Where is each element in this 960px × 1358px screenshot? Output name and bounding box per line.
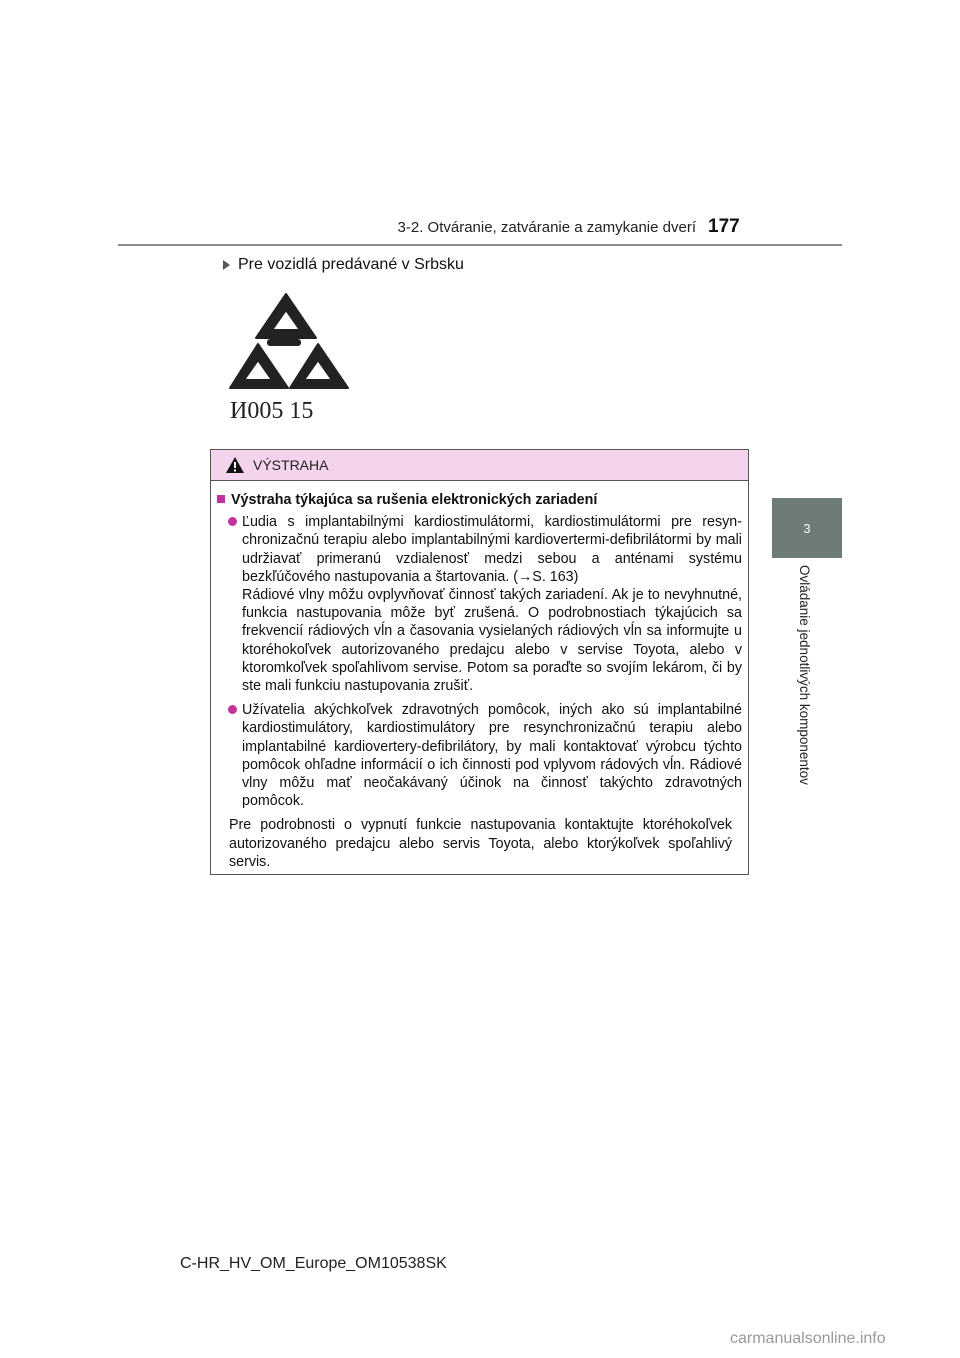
- serbian-approval-mark: [226, 290, 386, 426]
- warning-bullet: [228, 513, 742, 695]
- warning-body: [211, 481, 748, 871]
- warning-section-title-text: Výstraha týkajúca sa rušenia elektronických zariadení: [231, 492, 598, 508]
- watermark: carmanualsonline.info: [730, 1330, 886, 1347]
- mark-code: И005 15: [230, 398, 314, 424]
- warning-section-title: [216, 491, 742, 509]
- triangle-bullet-icon: [223, 260, 230, 270]
- warning-bullet: [228, 701, 742, 810]
- warning-header: [211, 450, 748, 481]
- document-code: C-HR_HV_OM_Europe_OM10538SK: [180, 1255, 447, 1272]
- header-divider: [118, 244, 842, 246]
- triangle-right-icon: [290, 344, 348, 388]
- warning-closing: Pre podrobnosti o vypnutí funkcie nastupovania kontaktujte ktoréhokoľvek autorizovaného predajcu alebo servis Toyota, alebo ktorýkoľvek spoľahlivý servis.: [229, 817, 732, 870]
- subheading-text: Pre vozidlá predávané v Srbsku: [238, 256, 464, 273]
- triangle-top-icon: [256, 294, 316, 338]
- warning-triangle-icon: [225, 456, 245, 474]
- bullet-paragraph: Rádiové vlny môžu ovplyvňovať činnosť takých zariadení. Ak je to nevyhnutné, funkcia nastupovania môže byť zrušená. O podrobnostiach týkajúcich sa frekvencií rádiových vĺn a časovania vysielaných rádiových vĺn sa informujte u ktoréhokoľvek autorizovaného predajcu alebo v servise Toyota, alebo v ktoromkoľvek spoľahlivom servise. Potom sa poraďte so svojím lekárom, či by ste mali funkciu nastupovania zrušiť.: [242, 587, 742, 695]
- bullet-paragraph: Ľudia s implantabilnými kardiostimulátormi, kardiostimulátormi pre resynchronizačnú terapiu alebo implantabilnými kardiovertermi-defibrilátormi by mali udržiavať primeranú vzdialenosť medzi sebou a anténami systému bezkľúčového nastupovania a štartovania. (→S. 163): [242, 514, 742, 585]
- chapter-title: Ovládanie jednotlivých komponentov: [797, 565, 812, 785]
- warning-title: VÝSTRAHA: [253, 457, 329, 473]
- bullet-paragraph: Užívatelia akýchkoľvek zdravotných pomôcok, iných ako sú implantabilné kardiostimulátory, kardiostimulátory pre resynchronizačnú terapiu alebo implantabilné kardiovertery-defibrilátory, by mali kontaktovať výrobcu týchto pomôcok ohľadne informácií o ich činnosti pod vplyvom rádových vĺn. Rádiové vlny môžu mať neočakávaný účinok na činnosť takýchto zdravotných pomôcok.: [242, 702, 742, 810]
- chapter-number: 3: [803, 520, 811, 536]
- header-section-title: 3-2. Otváranie, zatváranie a zamykanie dverí: [397, 219, 696, 236]
- round-bullet-icon: [228, 705, 237, 714]
- page-number: 177: [708, 216, 740, 237]
- round-bullet-icon: [228, 517, 237, 526]
- subheading: [223, 256, 464, 274]
- warning-box: [210, 449, 749, 875]
- chapter-tab: [772, 498, 842, 558]
- triangle-left-icon: [230, 344, 288, 388]
- square-bullet-icon: [217, 495, 225, 503]
